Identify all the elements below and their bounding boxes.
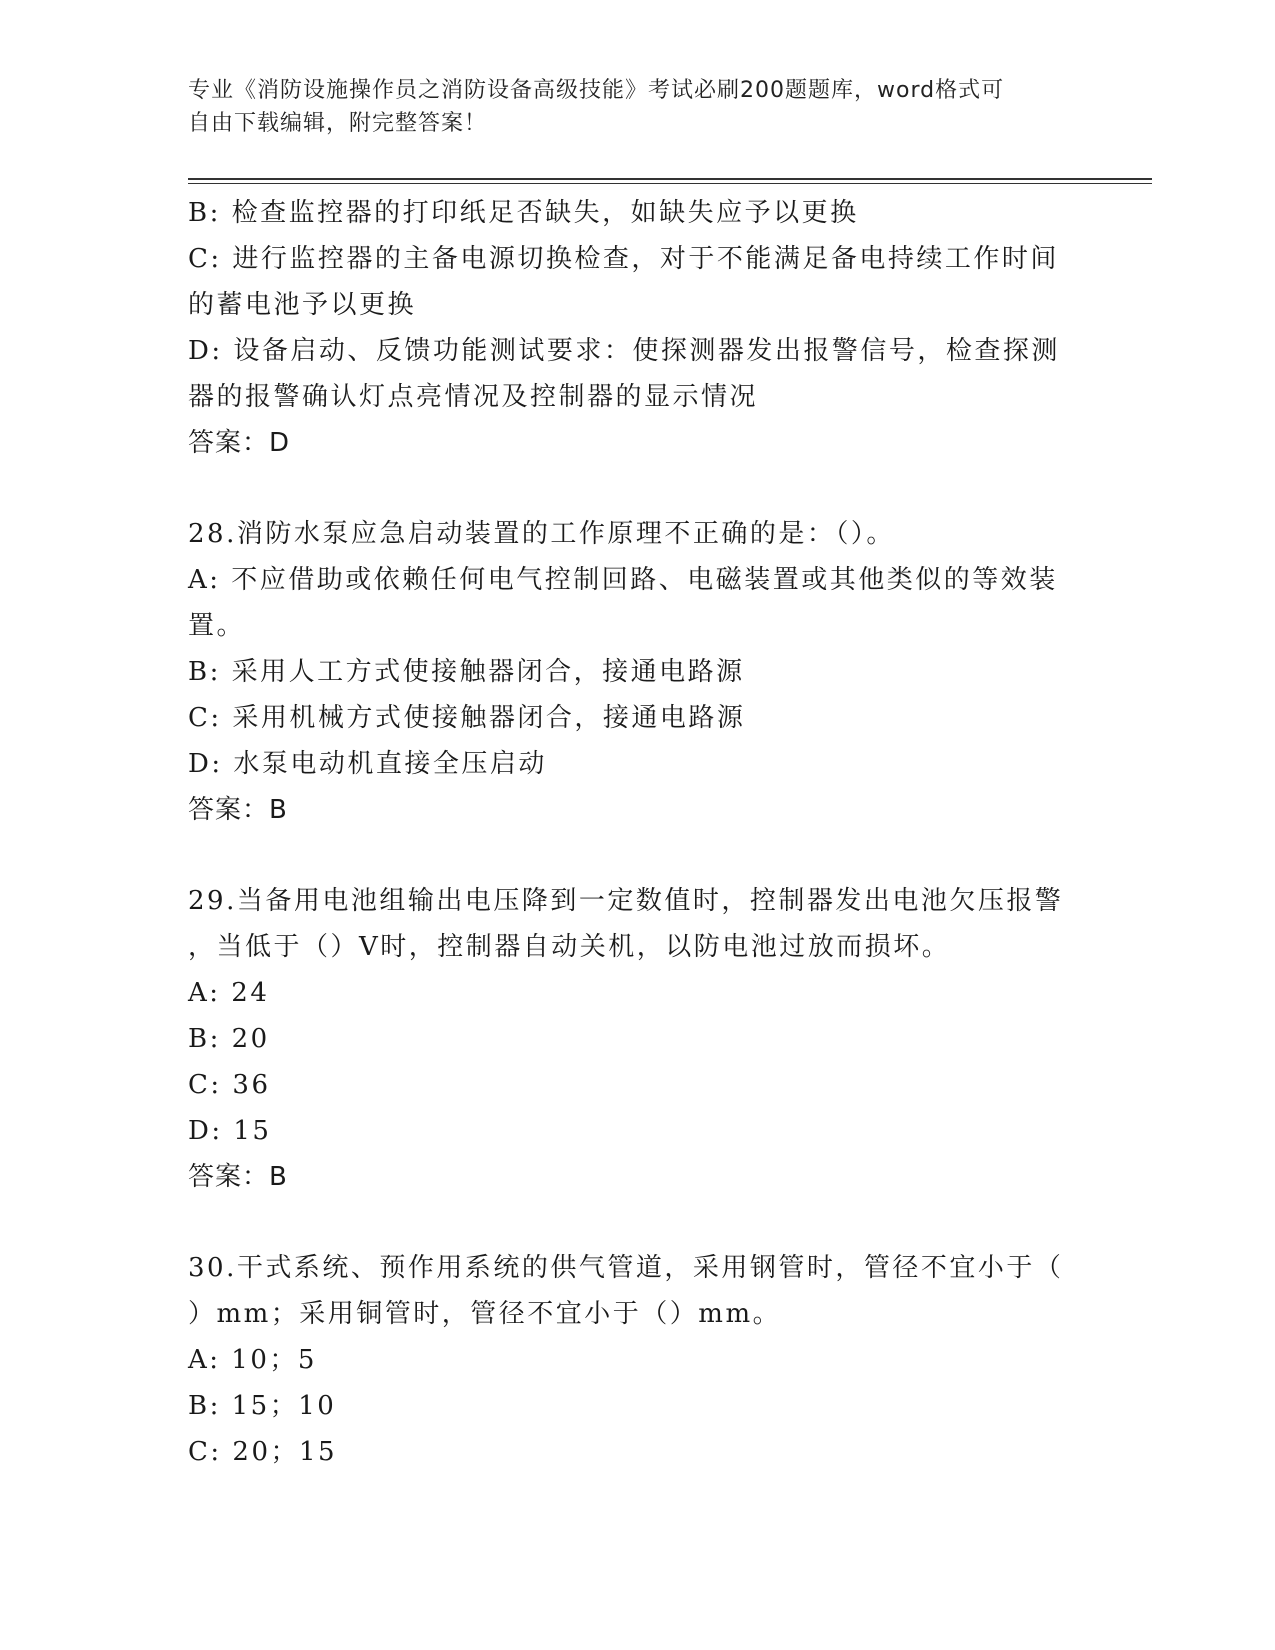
option-d-line-1: D: 设备启动、反馈功能测试要求：使探测器发出报警信号，检查探测 (188, 336, 1060, 366)
header-divider-thin (188, 183, 1152, 184)
option-a: A: 10；5 (188, 1345, 317, 1375)
answer: 答案：B (188, 795, 288, 825)
header-line-1: 专业《消防设施操作员之消防设备高级技能》考试必刷200题题库，word格式可 (188, 78, 1005, 103)
question-stem-line-2: ，当低于（）V时，控制器自动关机，以防电池过放而损坏。 (188, 932, 951, 962)
option-c: C: 36 (188, 1070, 271, 1100)
option-d-line-2: 器的报警确认灯点亮情况及控制器的显示情况 (188, 382, 759, 412)
option-a: A: 24 (188, 978, 270, 1008)
header-divider-thick (188, 178, 1152, 180)
option-c-line-1: C: 进行监控器的主备电源切换检查，对于不能满足备电持续工作时间 (188, 244, 1059, 274)
option-c: C: 采用机械方式使接触器闭合，接通电路源 (188, 703, 746, 733)
header-line-2: 自由下载编辑，附完整答案！ (188, 111, 488, 136)
spacer (188, 1200, 1078, 1245)
question-30 (188, 1245, 1078, 1475)
answer: 答案：B (188, 1162, 288, 1192)
option-a-line-1: A: 不应借助或依赖任何电气控制回路、电磁装置或其他类似的等效装 (188, 565, 1058, 595)
answer: 答案：D (188, 428, 291, 458)
option-b: B: 15；10 (188, 1391, 337, 1421)
question-stem-line-1: 29.当备用电池组输出电压降到一定数值时，控制器发出电池欠压报警 (188, 886, 1064, 916)
option-c-line-2: 的蓄电池予以更换 (188, 290, 417, 320)
document-body (188, 190, 1078, 1475)
question-stem: 28.消防水泵应急启动装置的工作原理不正确的是：（）。 (188, 519, 895, 549)
option-c: C: 20；15 (188, 1437, 338, 1467)
question-28 (188, 511, 1078, 833)
option-d: D: 15 (188, 1116, 272, 1146)
option-a-line-2: 置。 (188, 611, 246, 641)
question-stem-line-1: 30.干式系统、预作用系统的供气管道，采用钢管时，管径不宜小于（ (188, 1253, 1064, 1283)
option-b: B: 20 (188, 1024, 270, 1054)
spacer (188, 833, 1078, 878)
question-stem-line-2: ）mm；采用铜管时，管径不宜小于（）mm。 (188, 1299, 782, 1329)
question-29 (188, 878, 1078, 1200)
question-27-tail (188, 190, 1078, 466)
option-b: B: 检查监控器的打印纸足否缺失，如缺失应予以更换 (188, 198, 859, 228)
option-b: B: 采用人工方式使接触器闭合，接通电路源 (188, 657, 745, 687)
option-d: D: 水泵电动机直接全压启动 (188, 749, 547, 779)
document-header (188, 74, 1088, 140)
spacer (188, 466, 1078, 511)
